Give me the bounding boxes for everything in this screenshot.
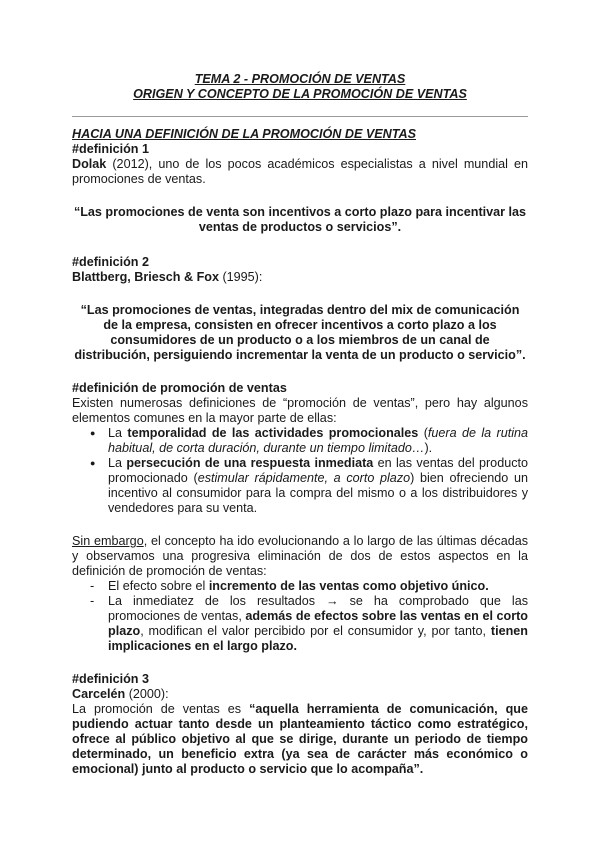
sinembargo-dash-list — [90, 579, 528, 654]
def1-heading: #definición 1 — [72, 142, 149, 156]
def2-quote: “Las promociones de ventas, integradas dentro del mix de comunicación de la empresa, consisten en ofrecer incentivos a corto plazo a los consumidores de un producto o a los miembros de un canal de distribución, persiguiendo incrementar la venta de un producto o servicio”. — [74, 303, 526, 362]
sinembargo-text: , el concepto ha ido evolucionando a lo largo de las últimas décadas y observamos una progresiva eliminación de dos de estos aspectos en la definición de promoción de ventas: — [72, 534, 528, 578]
def1-author: Dolak — [72, 157, 107, 171]
def1-text: (2012), uno de los pocos académicos especialistas a nivel mundial en promociones de ventas. — [72, 157, 528, 186]
def3-author-line — [72, 687, 528, 702]
bullet1-post: ). — [424, 441, 433, 455]
def3-heading: #definición 3 — [72, 672, 149, 686]
list-item — [90, 456, 528, 516]
def3-paragraph — [72, 702, 528, 777]
horizontal-rule — [72, 116, 528, 117]
def2-author: Blattberg, Briesch & Fox — [72, 270, 219, 284]
dash1-pre: El efecto sobre el — [108, 579, 209, 593]
dash2-mid: , modifican el valor percibido por el consumidor y, por tanto, — [140, 624, 491, 638]
bullet1-mid: ( — [418, 426, 428, 440]
def1-paragraph — [72, 157, 528, 187]
bullet2-italic: estimular rápidamente, a corto plazo — [197, 471, 411, 485]
dash2-bold2: tienen implicaciones en el largo plazo. — [108, 624, 528, 653]
defpromo-bullet-list — [90, 426, 528, 516]
bullet2-pre: La — [108, 456, 127, 470]
def3-pre: La promoción de ventas es — [72, 702, 250, 716]
list-item — [90, 594, 528, 654]
def2-year: (1995): — [218, 270, 263, 284]
bullet1-italic: fuera de la rutina habitual, de corta duración, durante un tiempo limitado… — [108, 426, 529, 455]
sinembargo-lead: Sin embargo — [72, 534, 144, 548]
bullet2-post: ) bien ofreciendo un incentivo al consumidor para la compra del mismo o a los distribuidores y vendedores para su venta. — [108, 471, 528, 515]
def3-quote: “aquella herramienta de comunicación, que pudiendo actuar tanto desde un planteamiento táctico como estratégico, ofrece al público objetivo al que se dirige, durante un periodo de tiempo determinado, un beneficio extra (ya sea de carácter más económico o emocional) junto al producto o servicio que lo acompaña”. — [72, 702, 529, 776]
bullet1-pre: La — [108, 426, 128, 440]
def2-paragraph — [72, 270, 528, 285]
dash2-pre: La inmediatez de los resultados → se ha comprobado que las promociones de ventas, — [108, 594, 528, 623]
list-item — [90, 426, 528, 456]
def3-author: Carcelén — [72, 687, 126, 701]
def1-quote: “Las promociones de venta son incentivos a corto plazo para incentivar las ventas de productos o servicios”. — [73, 205, 527, 234]
section-heading: HACIA UNA DEFINICIÓN DE LA PROMOCIÓN DE VENTAS — [72, 127, 417, 141]
def2-heading: #definición 2 — [72, 255, 149, 269]
defpromo-intro: Existen numerosas definiciones de “promoción de ventas”, pero hay algunos elementos comunes en la mayor parte de ellas: — [72, 396, 528, 425]
dash2-bold1: además de efectos sobre las ventas en el corto plazo — [108, 609, 528, 638]
bullet2-mid: en las ventas del producto promocionado ( — [108, 456, 528, 485]
title-line-1: TEMA 2 - PROMOCIÓN DE VENTAS — [194, 72, 406, 86]
def3-year: (2000): — [125, 687, 169, 701]
list-item — [90, 579, 528, 594]
dash1-bold: incremento de las ventas como objetivo único. — [208, 579, 489, 593]
sinembargo-paragraph — [72, 534, 528, 579]
bullet2-bold: persecución de una respuesta inmediata — [126, 456, 374, 470]
title-line-2: ORIGEN Y CONCEPTO DE LA PROMOCIÓN DE VENTAS — [133, 87, 467, 101]
defpromo-heading: #definición de promoción de ventas — [72, 381, 287, 395]
bullet1-bold: temporalidad de las actividades promocionales — [127, 426, 419, 440]
